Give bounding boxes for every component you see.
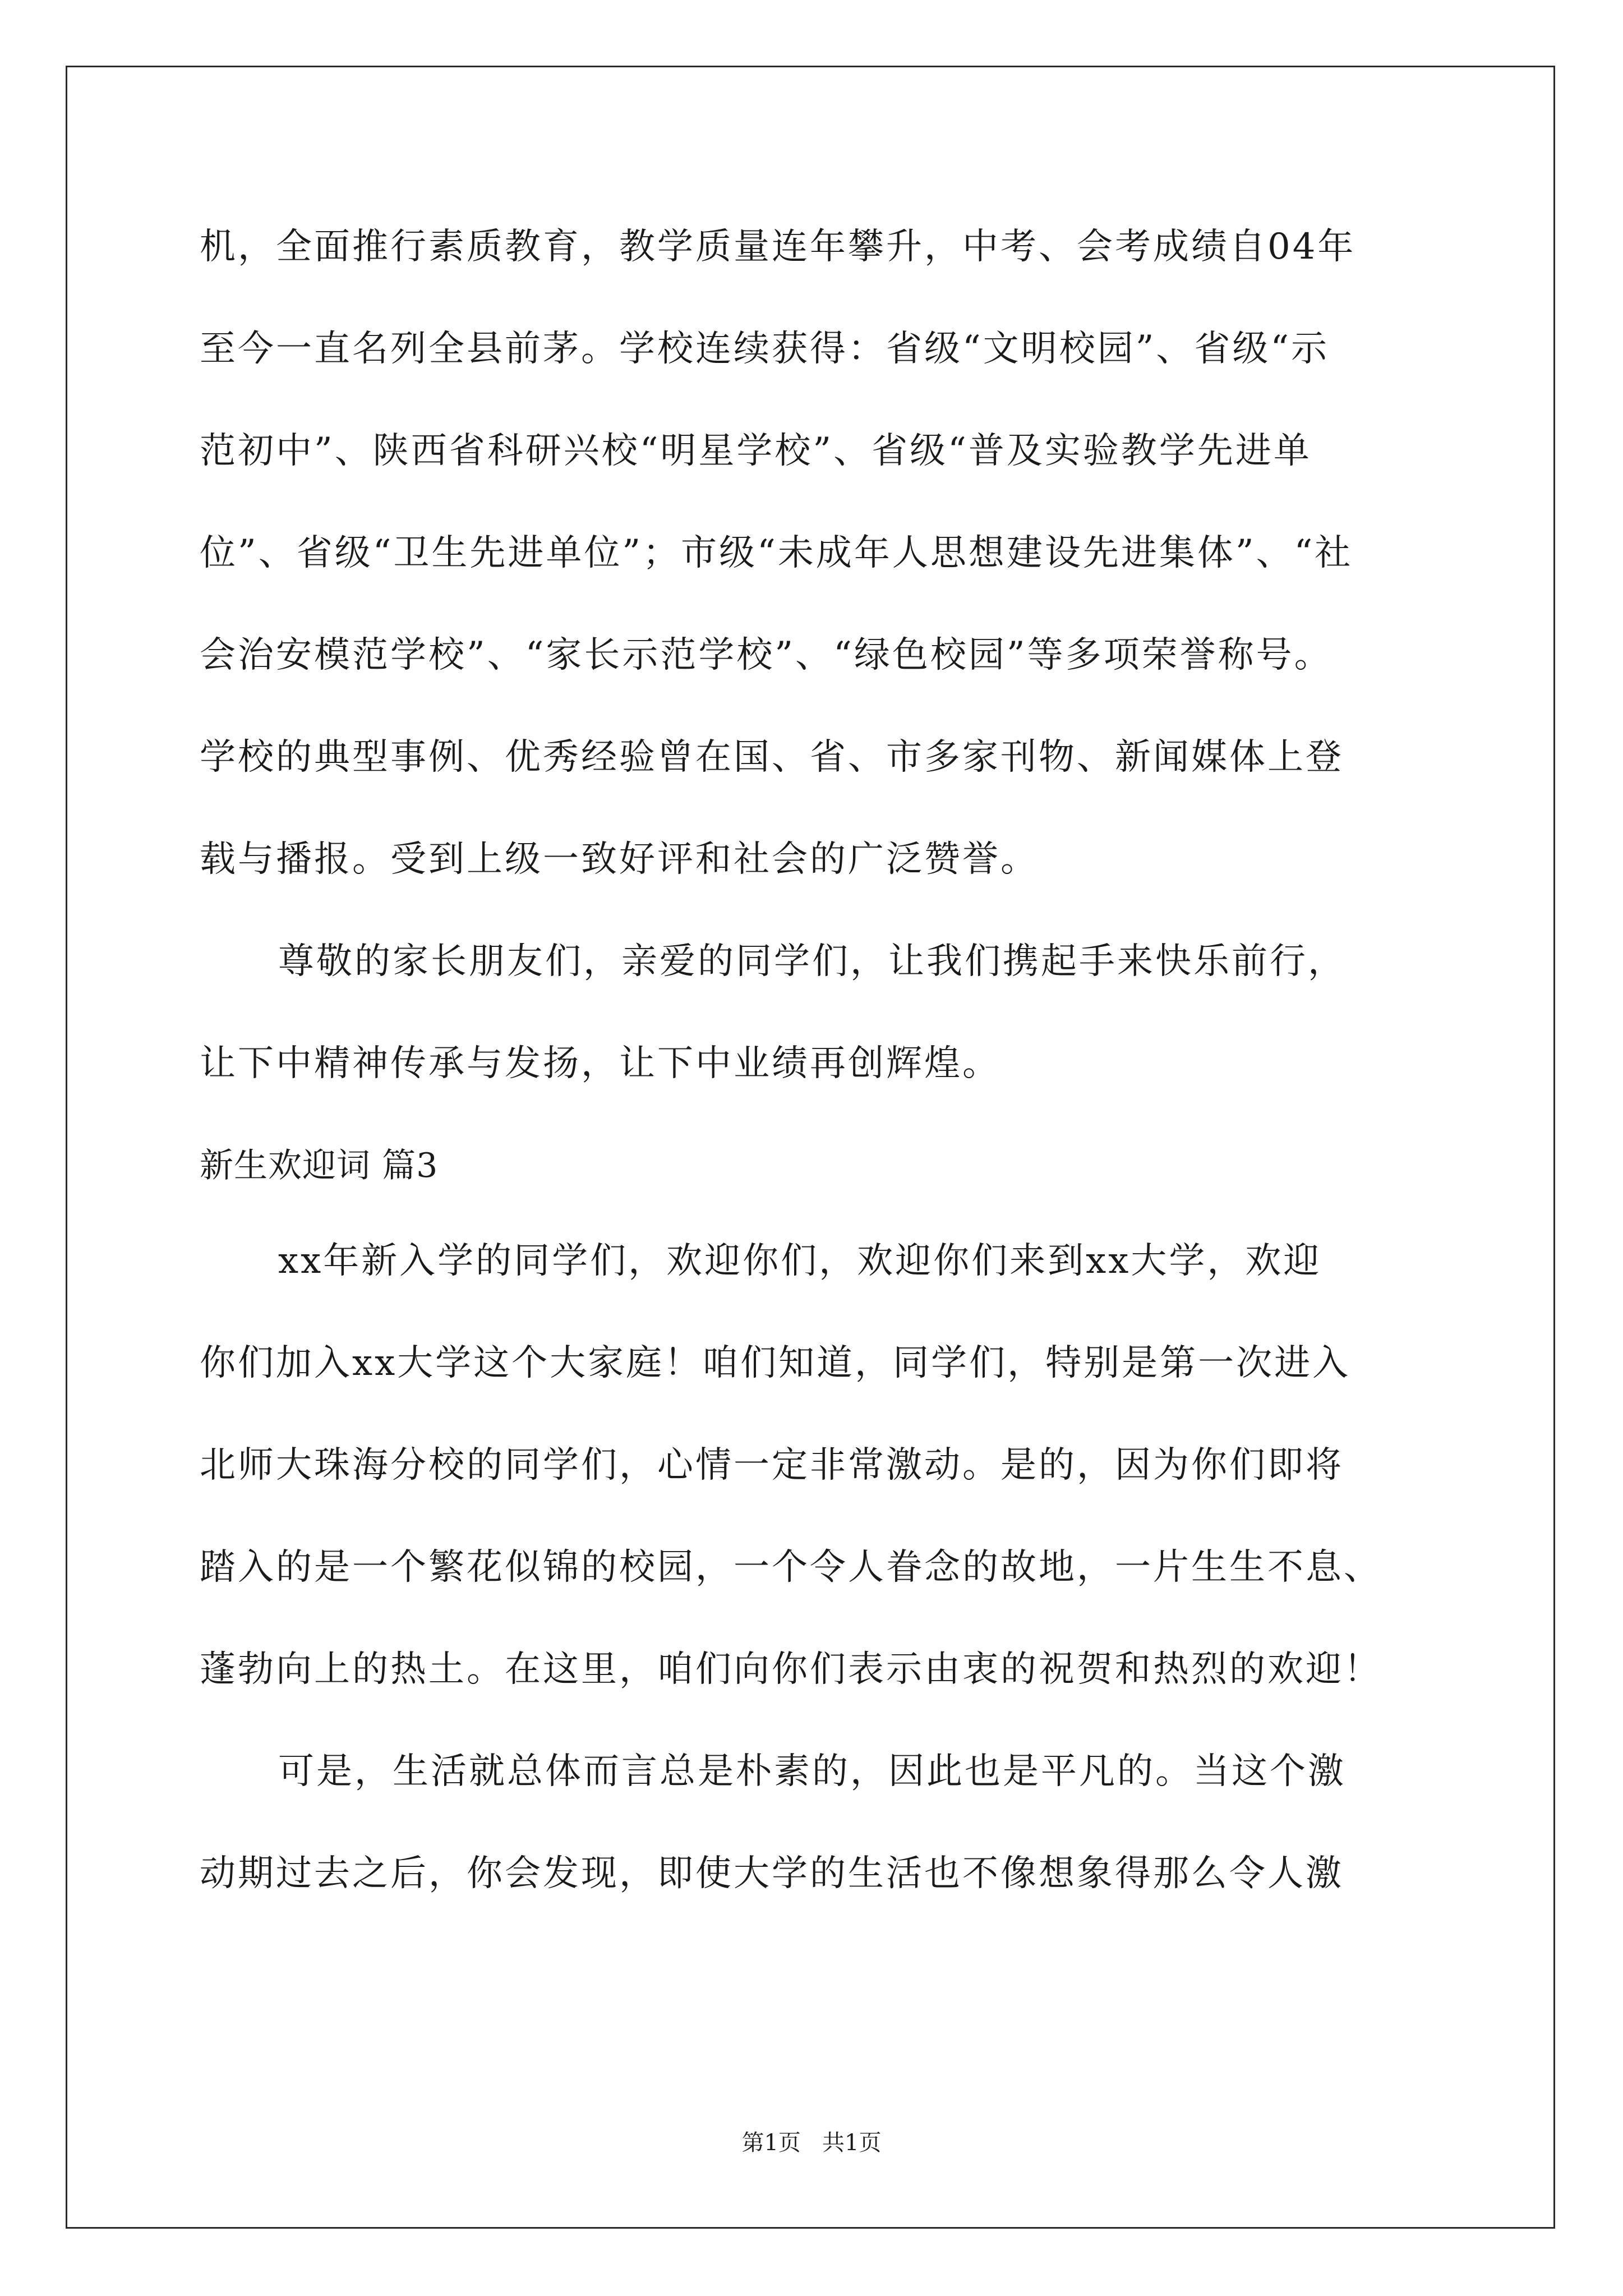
text-line: 位”、省级“卫生先进单位”；市级“未成年人思想建设先进集体”、“社 [200, 532, 1353, 574]
paragraph-first-line: 可是，生活就总体而言总是朴素的，因此也是平凡的。当这个激 [278, 1751, 1346, 1792]
text-line: 机，全面推行素质教育，教学质量连年攀升，中考、会考成绩自04年 [200, 226, 1356, 268]
page-footer: 第1页 共1页 [741, 2130, 882, 2156]
text-line: 动期过去之后，你会发现，即使大学的生活也不像想象得那么令人激 [200, 1853, 1344, 1894]
text-line: 学校的典型事例、优秀经验曾在国、省、市多家刊物、新闻媒体上登 [200, 737, 1344, 778]
paragraph-first-line: xx年新入学的同学们，欢迎你们，欢迎你们来到xx大学，欢迎 [278, 1240, 1322, 1282]
section-heading: 新生欢迎词 篇3 [200, 1146, 439, 1185]
text-line: 至今一直名列全县前茅。学校连续获得：省级“文明校园”、省级“示 [200, 328, 1330, 370]
text-line: 范初中”、陕西省科研兴校“明星学校”、省级“普及实验教学先进单 [200, 430, 1312, 472]
text-line: 让下中精神传承与发扬，让下中业绩再创辉煌。 [200, 1043, 1000, 1084]
text-line: 会治安模范学校”、“家长示范学校”、“绿色校园”等多项荣誉称号。 [200, 634, 1332, 676]
paragraph-first-line: 尊敬的家长朋友们，亲爱的同学们，让我们携起手来快乐前行， [278, 941, 1346, 982]
text-line: 载与播报。受到上级一致好评和社会的广泛赞誉。 [200, 839, 1039, 880]
document-body [200, 213, 1433, 1942]
text-line: 蓬勃向上的热土。在这里，咱们向你们表示由衷的祝贺和热烈的欢迎！ [200, 1649, 1382, 1690]
text-line: 你们加入xx大学这个大家庭！咱们知道，同学们，特别是第一次进入 [200, 1342, 1351, 1384]
text-line: 北师大珠海分校的同学们，心情一定非常激动。是的，因为你们即将 [200, 1444, 1344, 1486]
text-line: 踏入的是一个繁花似锦的校园，一个令人眷念的故地，一片生生不息、 [200, 1547, 1382, 1588]
